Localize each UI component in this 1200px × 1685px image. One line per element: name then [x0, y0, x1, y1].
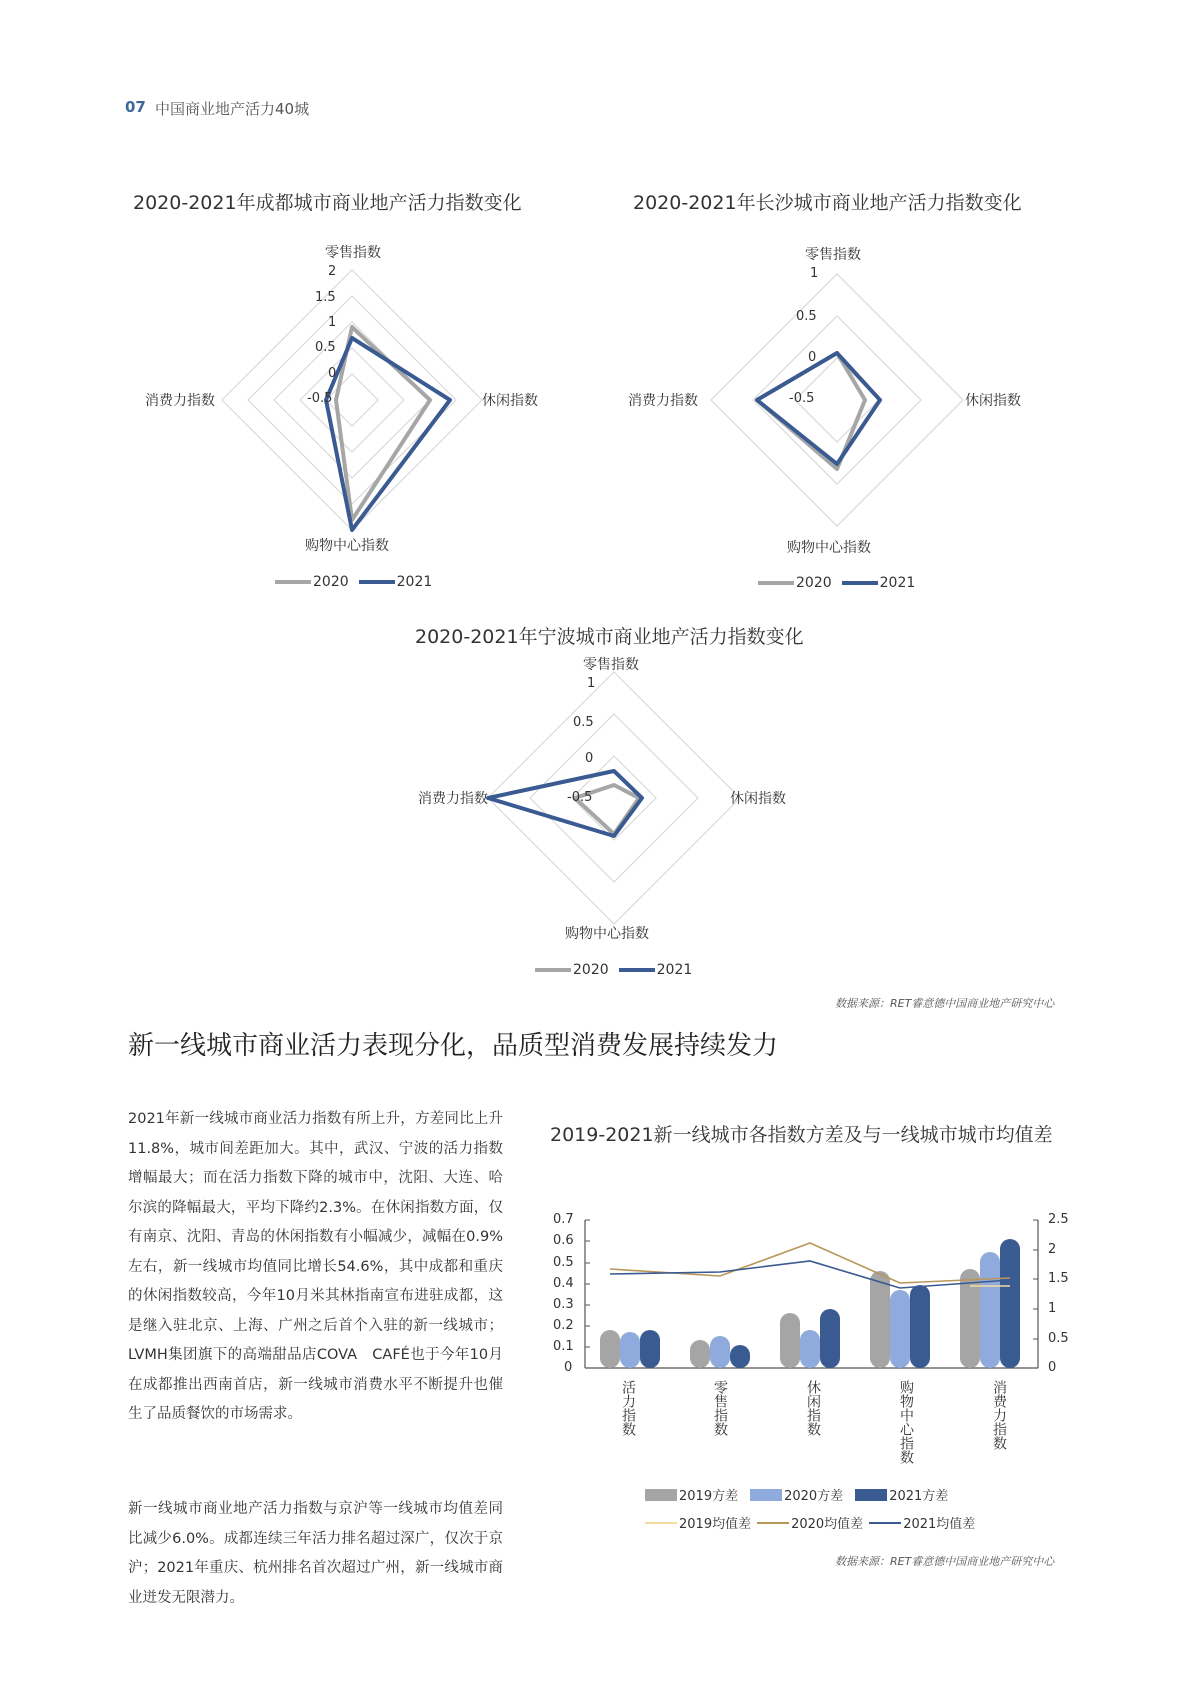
radar-ningbo-tick: -0.5 [567, 790, 593, 805]
bar-category-label: 休闲指数 [805, 1380, 821, 1436]
bar-category-label: 消费力指数 [991, 1380, 1007, 1450]
legend-2021 [359, 574, 433, 590]
bar-right-tick: 0.5 [1048, 1331, 1069, 1346]
bar-left-tick: 0.4 [553, 1276, 574, 1291]
radar-changsha-title: 2020-2021年长沙城市商业地产活力指数变化 [633, 192, 1022, 214]
bar-right-tick: 2 [1048, 1242, 1057, 1257]
radar-ningbo-axis-leisure: 休闲指数 [730, 791, 786, 807]
radar-ningbo-axis-mall: 购物中心指数 [565, 926, 649, 942]
bar-category-label: 购物中心指数 [898, 1380, 914, 1464]
page-number: 07 [125, 98, 146, 116]
radar-ningbo-tick: 0 [585, 751, 594, 766]
legend-label: 2020 [796, 575, 832, 591]
legend-label: 2021均值差 [903, 1517, 976, 1532]
bar-left-tick: 0.5 [553, 1255, 574, 1270]
bar-right-tick: 2.5 [1048, 1212, 1069, 1227]
bar-chart [540, 1205, 1100, 1390]
bar-category-label: 零售指数 [712, 1380, 728, 1436]
radar-ningbo-title: 2020-2021年宁波城市商业地产活力指数变化 [415, 626, 804, 648]
bar-category-label: 活力指数 [620, 1380, 636, 1436]
radar-chengdu-axis-consumption: 消费力指数 [145, 393, 215, 409]
radar-chengdu-legend [275, 574, 432, 590]
bar-chart-svg [540, 1205, 1100, 1390]
bar-left-tick: 0.7 [553, 1212, 574, 1227]
radar-changsha-axis-retail: 零售指数 [805, 247, 861, 263]
legend-2020-variance [750, 1485, 843, 1504]
radar-changsha-tick: 0 [808, 350, 817, 365]
radar-chengdu-tick: 0.5 [315, 340, 336, 355]
radar-chengdu-tick: 1.5 [315, 290, 336, 305]
bar-left-tick: 0 [564, 1360, 573, 1375]
legend-2020-mean-diff [757, 1513, 863, 1532]
data-source-note: 数据来源：RET睿意德中国商业地产研究中心 [835, 997, 1055, 1010]
legend-2021-variance [855, 1485, 948, 1504]
radar-ningbo-axis-retail: 零售指数 [583, 657, 639, 673]
body-paragraph-2: 新一线城市商业地产活力指数与京沪等一线城市均值差同比减少6.0%。成都连续三年活力排名超过深广，仅次于京沪；2021年重庆、杭州排名首次超过广州，新一线城市商业迸发无限潜力。 [128, 1501, 503, 1606]
radar-changsha-axis-leisure: 休闲指数 [965, 393, 1021, 409]
legend-label: 2020 [573, 962, 609, 978]
legend-label: 2021 [879, 575, 916, 591]
radar-changsha-tick: 1 [810, 266, 819, 281]
radar-chengdu-tick: 1 [328, 315, 337, 330]
legend-label: 2019方差 [679, 1489, 739, 1504]
bar-left-tick: 0.1 [553, 1339, 574, 1354]
radar-chengdu-tick: 2 [328, 264, 337, 279]
legend-2020 [535, 962, 609, 978]
legend-label: 2020均值差 [791, 1517, 864, 1532]
radar-chengdu-axis-retail: 零售指数 [325, 245, 381, 261]
radar-ningbo-legend [535, 962, 692, 978]
bar-chart-legend-bars [645, 1485, 948, 1504]
legend-2020 [275, 574, 349, 590]
legend-2021 [842, 575, 916, 591]
section-heading: 新一线城市商业活力表现分化，品质型消费发展持续发力 [128, 1031, 779, 1061]
data-source-note: 数据来源：RET睿意德中国商业地产研究中心 [835, 1555, 1055, 1568]
legend-label: 2021 [656, 962, 693, 978]
radar-ningbo-axis-consumption: 消费力指数 [418, 791, 488, 807]
radar-changsha-tick: -0.5 [789, 391, 815, 406]
legend-2019-mean-diff [645, 1513, 751, 1532]
legend-2020 [758, 575, 832, 591]
radar-chengdu-axis-mall: 购物中心指数 [305, 538, 389, 554]
radar-ningbo-tick: 1 [587, 676, 596, 691]
radar-changsha-legend [758, 575, 915, 591]
legend-label: 2020 [313, 574, 349, 590]
bar-right-tick: 0 [1048, 1360, 1057, 1375]
legend-label: 2021 [396, 574, 433, 590]
radar-changsha-axis-consumption: 消费力指数 [628, 393, 698, 409]
legend-2019-variance [645, 1485, 738, 1504]
body-paragraph-1: 2021年新一线城市商业活力指数有所上升，方差同比上升11.8%，城市间差距加大。其中，武汉、宁波的活力指数增幅最大；而在活力指数下降的城市中，沈阳、大连、哈尔滨的降幅最大，平均下降约2.3%。在休闲指数方面，仅有南京、沈阳、青岛的休闲指数有小幅减少，减幅在0.9%左右，新一线城市均值同比增长54.6%，其中成都和重庆的休闲指数较高，今年10月米其林指南宣布进驻成都，这是继入驻北京、上海、广州之后首个入驻的新一线城市；LVMH集团旗下的高端甜品店COVA CAFÉ也于今年10月在成都推出西南首店，新一线城市消费水平不断提升也催生了品质餐饮的市场需求。 [128, 1111, 503, 1422]
radar-changsha-axis-mall: 购物中心指数 [787, 540, 871, 556]
page-header-title: 中国商业地产活力40城 [155, 100, 310, 118]
radar-ningbo-tick: 0.5 [573, 715, 594, 730]
legend-2021 [619, 962, 693, 978]
legend-2021-mean-diff [869, 1513, 975, 1532]
radar-changsha-tick: 0.5 [796, 309, 817, 324]
bar-chart-legend-lines [645, 1513, 975, 1532]
bar-left-tick: 0.3 [553, 1297, 574, 1312]
radar-chengdu-tick: -0.5 [307, 391, 333, 406]
bar-left-tick: 0.6 [553, 1233, 574, 1248]
bar-right-tick: 1.5 [1048, 1271, 1069, 1286]
legend-label: 2021方差 [889, 1489, 949, 1504]
bar-chart-title: 2019-2021新一线城市各指数方差及与一线城市城市均值差 [550, 1124, 1053, 1146]
legend-label: 2020方差 [784, 1489, 844, 1504]
radar-chengdu-axis-leisure: 休闲指数 [482, 393, 538, 409]
bar-right-tick: 1 [1048, 1301, 1057, 1316]
legend-label: 2019均值差 [679, 1517, 752, 1532]
radar-chengdu-tick: 0 [328, 366, 337, 381]
bar-left-tick: 0.2 [553, 1318, 574, 1333]
radar-chengdu-title: 2020-2021年成都城市商业地产活力指数变化 [133, 192, 522, 214]
